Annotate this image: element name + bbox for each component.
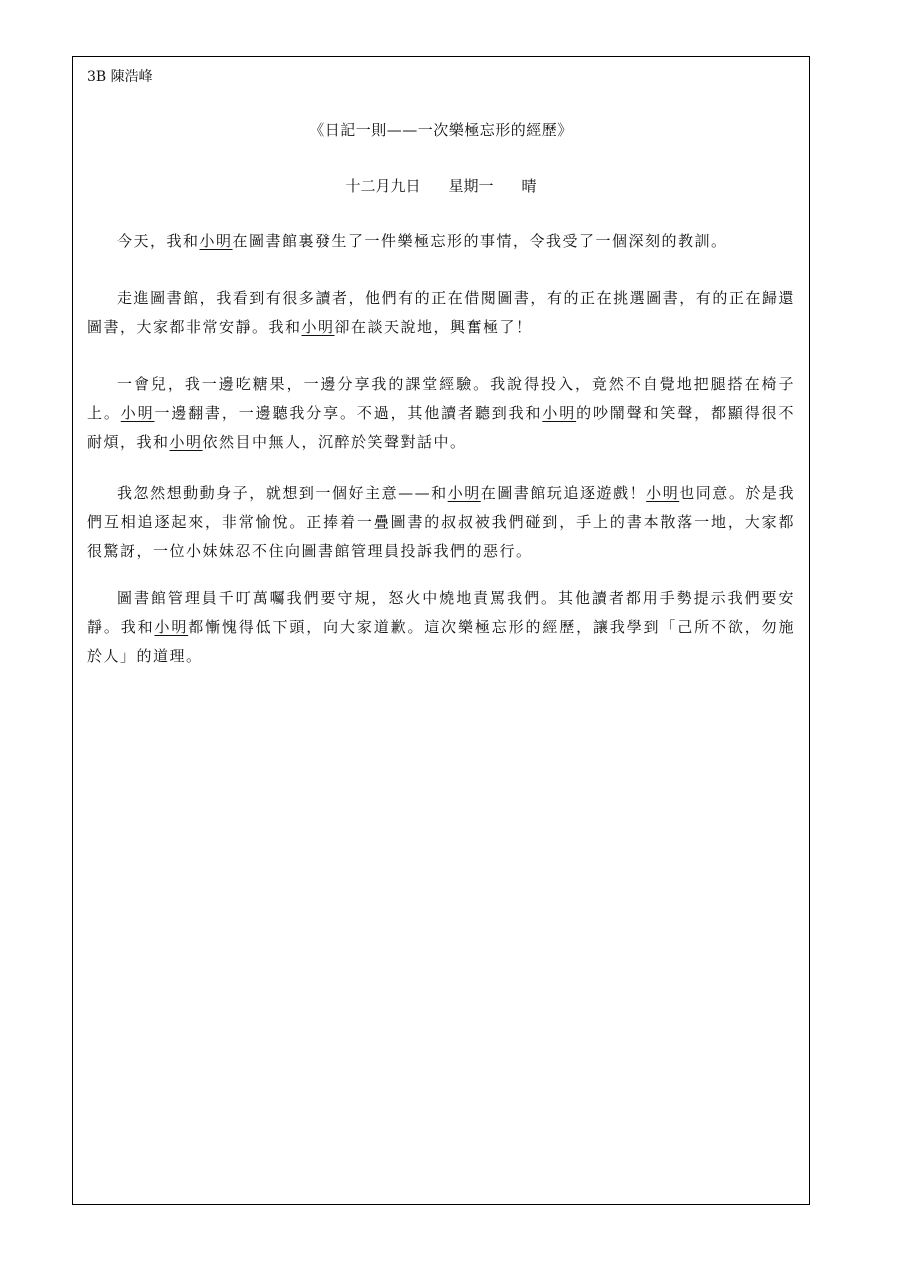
paragraph-3 bbox=[87, 370, 795, 457]
name-xiaoming: 小明 bbox=[542, 404, 577, 422]
name-xiaoming: 小明 bbox=[199, 232, 233, 250]
text-run: 一邊翻書，一邊聽我分享。不過，其他讀者聽到我和 bbox=[154, 404, 543, 422]
text-run: 在圖書館玩追逐遊戲！ bbox=[480, 484, 647, 502]
author-label: 3B 陳浩峰 bbox=[87, 69, 153, 85]
dateline bbox=[73, 175, 809, 197]
page-frame bbox=[72, 56, 810, 1205]
text-run: 今天，我和 bbox=[117, 232, 200, 250]
text-run: 走進圖書館，我看到有很多讀者，他們有的正在借閱圖書，有的正在挑選圖書，有的正在歸還圖書，大家都非常安靜。我和 bbox=[87, 289, 795, 336]
name-xiaoming: 小明 bbox=[169, 433, 203, 451]
text-run: 的吵鬧聲和笑聲，都顯得很不耐煩，我和 bbox=[87, 404, 795, 451]
text-run: 也同意。於是我們互相追逐起來，非常愉悅。正捧着一疊圖書的叔叔被我們碰到，手上的書本散落一地，大家都很驚訝，一位小妹妹忍不住向圖書館管理員投訴我們的惡行。 bbox=[87, 484, 795, 560]
text-run: 在圖書館裏發生了一件樂極忘形的事情，令我受了一個深刻的教訓。 bbox=[232, 232, 728, 250]
text-run: 圖書館管理員千叮萬囑我們要守規，怒火中燒地責罵我們。其他讀者都用手勢提示我們要安靜。我和 bbox=[87, 589, 795, 636]
diary-title: 《日記一則——一次樂極忘形的經歷》 bbox=[309, 121, 573, 139]
text-run: 都慚愧得低下頭，向大家道歉。這次樂極忘形的經歷，讓我學到「己所不欲，勿施於人」的道理。 bbox=[87, 618, 795, 665]
name-xiaoming: 小明 bbox=[646, 484, 680, 502]
paragraph-4 bbox=[87, 479, 795, 566]
text-run: 依然目中無人，沉醉於笑聲對話中。 bbox=[202, 433, 467, 451]
paragraph-5 bbox=[87, 584, 795, 671]
name-xiaoming: 小明 bbox=[120, 404, 155, 422]
name-xiaoming: 小明 bbox=[301, 318, 335, 336]
weekday-text: 星期一 bbox=[448, 177, 494, 195]
name-xiaoming: 小明 bbox=[447, 484, 481, 502]
weather-text: 晴 bbox=[521, 177, 537, 195]
text-run: 卻在談天說地，興奮極了！ bbox=[334, 318, 533, 336]
paragraph-2 bbox=[87, 284, 795, 342]
paragraph-1 bbox=[87, 227, 795, 256]
name-xiaoming: 小明 bbox=[154, 618, 189, 636]
date-text: 十二月九日 bbox=[345, 177, 421, 195]
text-run: 一會兒，我一邊吃糖果，一邊分享我的課堂經驗。我說得投入，竟然不自覺地把腿搭在椅子上。 bbox=[87, 375, 795, 422]
text-run: 我忽然想動動身子，就想到一個好主意——和 bbox=[117, 484, 448, 502]
